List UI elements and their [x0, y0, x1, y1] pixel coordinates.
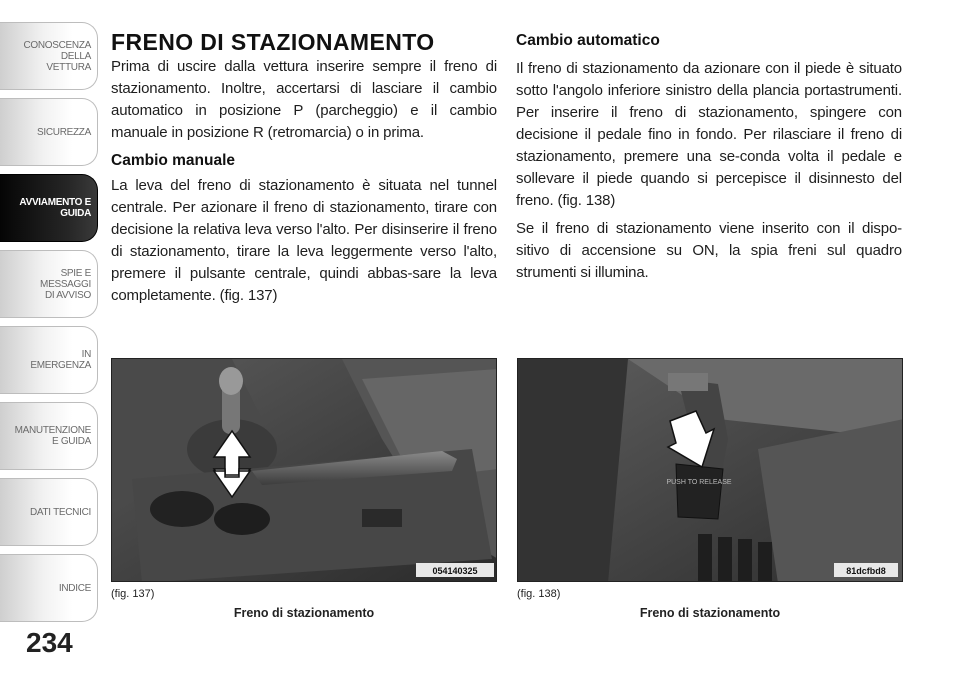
- image-code-138: 81dcfbd8: [846, 566, 886, 576]
- automatic-gearbox-paragraph: Il freno di stazionamento da azionare con il piede è situato sotto l'angolo inferiore sinistro della plancia portastrumenti. Per inserire il freno di stazionamento, spingere con decisione il pedale fino in fondo. Per rilasciare il freno di stazionamento, premere una se-conda volta il pedale e sollevare il piede quando si percepisce il disinnesto del freno. (fig. 138): [516, 60, 902, 209]
- left-column: [111, 30, 497, 313]
- tab-sicurezza[interactable]: SICUREZZA: [0, 98, 98, 166]
- chapter-sidebar: [0, 0, 100, 610]
- image-code-137: 054140325: [432, 566, 478, 576]
- figure-138-number: (fig. 138): [517, 588, 561, 600]
- tab-manutenzione[interactable]: MANUTENZIONE E GUIDA: [0, 402, 98, 470]
- manual-gearbox-paragraph: La leva del freno di stazionamento è situata nel tunnel centrale. Per azionare il freno di stazionamento, tirare con decisione la relativa leva verso l'alto. Per disinserire il freno di stazionamento, tirare la leva leggermente verso l'alto, premere il pulsante centrale, quindi abbas-sare la leva completamente. (fig. 137): [111, 177, 497, 304]
- manual-gearbox-heading: Cambio manuale: [111, 152, 236, 169]
- right-column: [516, 30, 902, 290]
- section-title: FRENO DI STAZIONAMENTO: [111, 29, 435, 55]
- figure-137-caption: Freno di stazionamento: [233, 606, 375, 620]
- tab-emergenza[interactable]: IN EMERGENZA: [0, 326, 98, 394]
- intro-paragraph: Prima di uscire dalla vettura inserire sempre il freno di stazionamento. Inoltre, accertarsi di lasciare il cambio automatico in posizione P (parcheggio) e il cambio manuale in posizione R (retromarcia) o in prima.: [111, 58, 497, 141]
- figure-137-handbrake-lever: [111, 358, 497, 582]
- tab-avviamento-guida[interactable]: AVVIAMENTO E GUIDA: [0, 174, 98, 242]
- automatic-gearbox-heading: Cambio automatico: [516, 32, 660, 49]
- tab-conoscenza-vettura[interactable]: CONOSCENZA DELLA VETTURA: [0, 22, 98, 90]
- warning-light-paragraph: Se il freno di stazionamento viene inserito con il dispo-sitivo di accensione su ON, la spia freni sul quadro strumenti si illumina.: [516, 220, 902, 281]
- tab-spie-messaggi[interactable]: SPIE E MESSAGGI DI AVVISO: [0, 250, 98, 318]
- pedal-label: PUSH TO RELEASE: [666, 479, 732, 486]
- page-number: 234: [26, 627, 73, 658]
- figure-137-number: (fig. 137): [111, 588, 155, 600]
- tab-dati-tecnici[interactable]: DATI TECNICI: [0, 478, 98, 546]
- figure-138-parking-pedal: [517, 358, 903, 582]
- figure-138-caption: Freno di stazionamento: [639, 606, 781, 620]
- tab-indice[interactable]: INDICE: [0, 554, 98, 622]
